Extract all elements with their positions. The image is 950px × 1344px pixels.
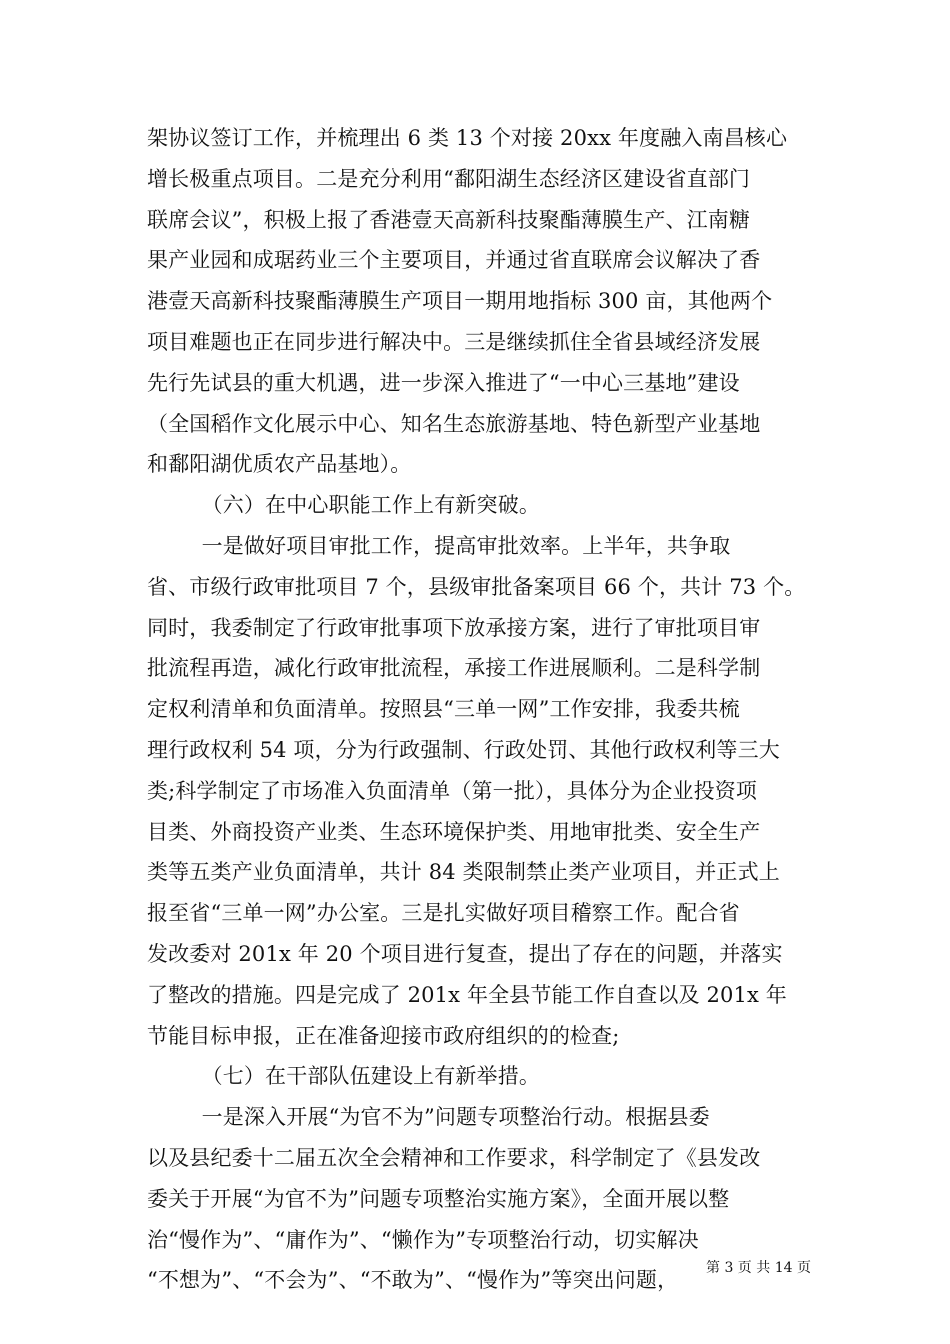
text-line: 先行先试县的重大机遇，进一步深入推进了“一中心三基地”建设 — [147, 370, 740, 395]
text-line: 港壹天高新科技聚酯薄膜生产项目一期用地指标 300 亩，其他两个 — [147, 289, 773, 314]
text-line: “不想为”、“不会为”、“不敢为”、“慢作为”等突出问题， — [147, 1268, 679, 1293]
text-line: 发改委对 201x 年 20 个项目进行复查，提出了存在的问题，并落实 — [147, 941, 783, 966]
text-line: 目类、外商投资产业类、生态环境保护类、用地审批类、安全生产 — [147, 819, 761, 844]
text-line: （全国稻作文化展示中心、知名生态旅游基地、特色新型产业基地 — [147, 411, 761, 436]
text-line: 联席会议”，积极上报了香港壹天高新科技聚酯薄膜生产、江南糖 — [147, 207, 751, 232]
text-line: 了整改的措施。四是完成了 201x 年全县节能工作自查以及 201x 年 — [147, 982, 787, 1007]
text-line: 项目难题也正在同步进行解决中。三是继续抓住全省县域经济发展 — [147, 329, 761, 354]
text-line: 理行政权利 54 项，分为行政强制、行政处罚、其他行政权利等三大 — [147, 737, 780, 762]
text-line: 增长极重点项目。二是充分利用“鄱阳湖生态经济区建设省直部门 — [147, 166, 751, 191]
section-heading: （六）在中心职能工作上有新突破。 — [147, 493, 541, 518]
text-line: 一是做好项目审批工作，提高审批效率。上半年，共争取 — [147, 533, 731, 558]
text-line: 定权利清单和负面清单。按照县“三单一网”工作安排，我委共梳 — [147, 697, 740, 722]
text-line: 架协议签订工作，并梳理出 6 类 13 个对接 20xx 年度融入南昌核心 — [147, 126, 788, 150]
section-heading: （七）在干部队伍建设上有新举措。 — [147, 1064, 541, 1089]
text-line: 类等五类产业负面清单，共计 84 类限制禁止类产业项目，并正式上 — [147, 860, 780, 885]
text-line: 果产业园和成琚药业三个主要项目，并通过省直联席会议解决了香 — [147, 248, 761, 273]
text-line: 治“慢作为”、“庸作为”、“懒作为”专项整治行动，切实解决 — [147, 1227, 699, 1252]
text-line: 委关于开展“为官不为”问题专项整治实施方案》，全面开展以整 — [147, 1186, 730, 1211]
text-line: 批流程再造，减化行政审批流程，承接工作进展顺利。二是科学制 — [147, 656, 761, 681]
text-line: 报至省“三单一网”办公室。三是扎实做好项目稽察工作。配合省 — [147, 901, 740, 926]
text-line: 省、市级行政审批项目 7 个，县级审批备案项目 66 个，共计 73 个。 — [147, 574, 806, 599]
page-number: 第 3 页 共 14 页 — [706, 1260, 811, 1276]
text-line: 以及县纪委十二届五次全会精神和工作要求，科学制定了《县发改 — [147, 1145, 761, 1170]
text-line: 一是深入开展“为官不为”问题专项整治行动。根据县委 — [147, 1105, 710, 1130]
text-line: 节能目标申报，正在准备迎接市政府组织的的检查; — [147, 1023, 620, 1048]
text-line: 和鄱阳湖优质农产品基地）。 — [147, 452, 412, 477]
text-line: 同时，我委制定了行政审批事项下放承接方案，进行了审批项目审 — [147, 615, 761, 640]
body-text — [147, 118, 827, 1301]
text-line: 类;科学制定了市场准入负面清单（第一批），具体分为企业投资项 — [147, 778, 758, 803]
